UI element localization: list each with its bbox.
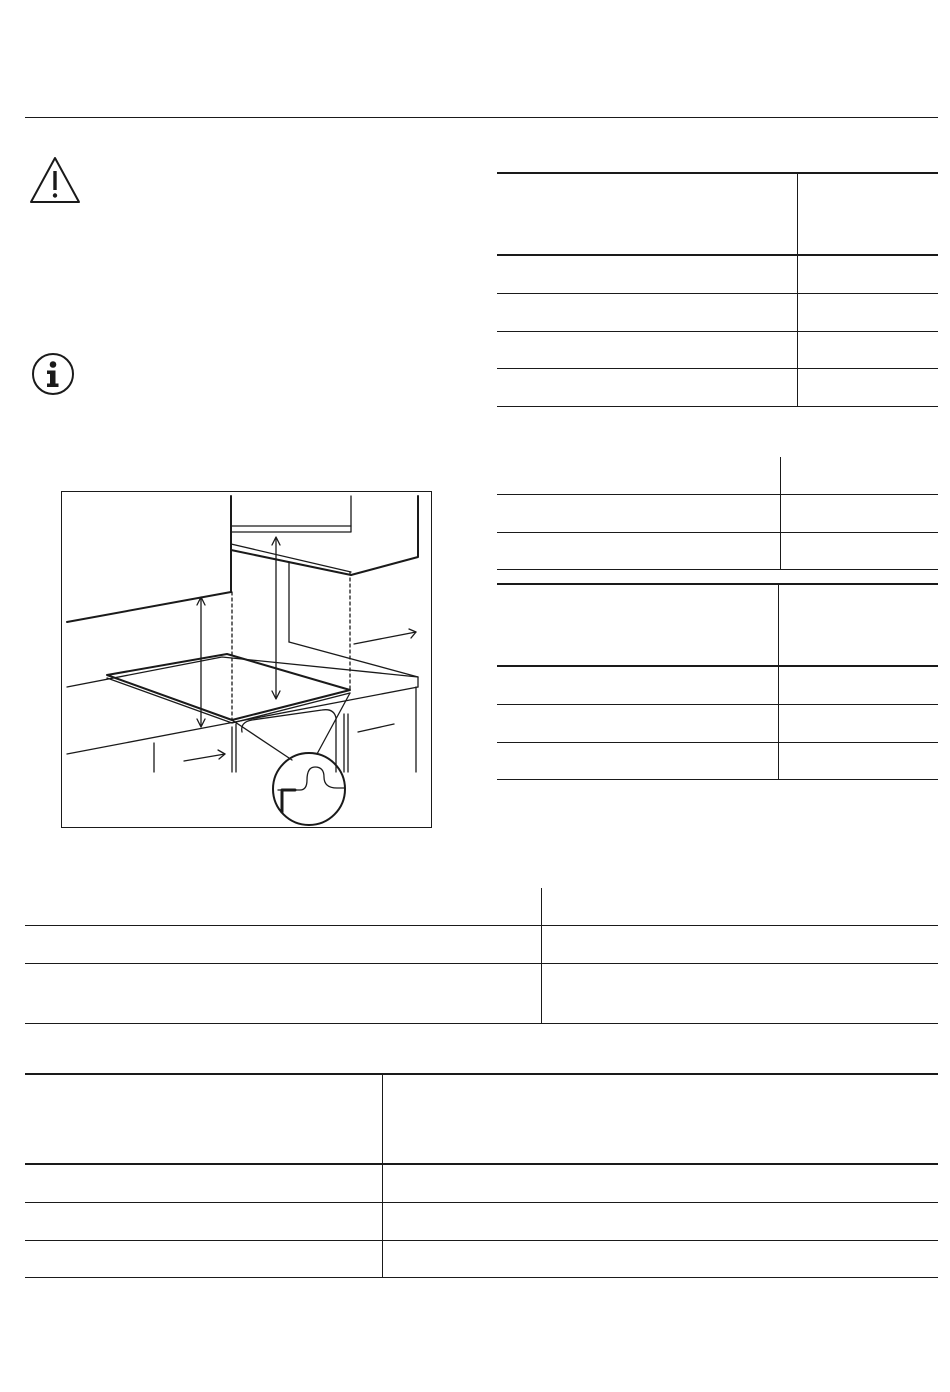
table-e-row-rule <box>25 1202 938 1203</box>
table-b-bottom-rule <box>497 569 938 570</box>
table-c-row-rule <box>497 704 938 705</box>
table-a-top-rule <box>497 172 938 174</box>
table-a-column-divider <box>797 172 798 406</box>
table-a-row-rule <box>497 293 938 294</box>
warning-triangle-icon <box>29 156 81 204</box>
table-e-column-divider <box>382 1073 383 1277</box>
table-b-column-divider <box>780 457 781 569</box>
table-e-row-rule <box>25 1240 938 1241</box>
table-c-top-rule <box>497 583 938 585</box>
table-c-bottom-rule <box>497 779 938 780</box>
table-a-header-rule <box>497 254 938 256</box>
table-d-row-rule <box>25 963 938 964</box>
table-c-header-rule <box>497 665 938 667</box>
table-e-top-rule <box>25 1073 938 1075</box>
table-d-row-rule <box>25 925 938 926</box>
table-b-row-rule <box>497 494 938 495</box>
table-c-row-rule <box>497 742 938 743</box>
table-e-bottom-rule <box>25 1277 938 1278</box>
header-rule <box>25 117 938 118</box>
table-c-column-divider <box>778 583 779 779</box>
installation-illustration <box>62 492 431 827</box>
table-a-row-rule <box>497 368 938 369</box>
table-a-row-rule <box>497 331 938 332</box>
table-a-bottom-rule <box>497 406 938 407</box>
table-d-bottom-rule <box>25 1023 938 1024</box>
table-d-column-divider <box>541 888 542 1023</box>
table-e-header-rule <box>25 1163 938 1165</box>
info-circle-icon <box>31 352 75 396</box>
table-b-row-rule <box>497 532 938 533</box>
installation-diagram <box>61 491 432 828</box>
